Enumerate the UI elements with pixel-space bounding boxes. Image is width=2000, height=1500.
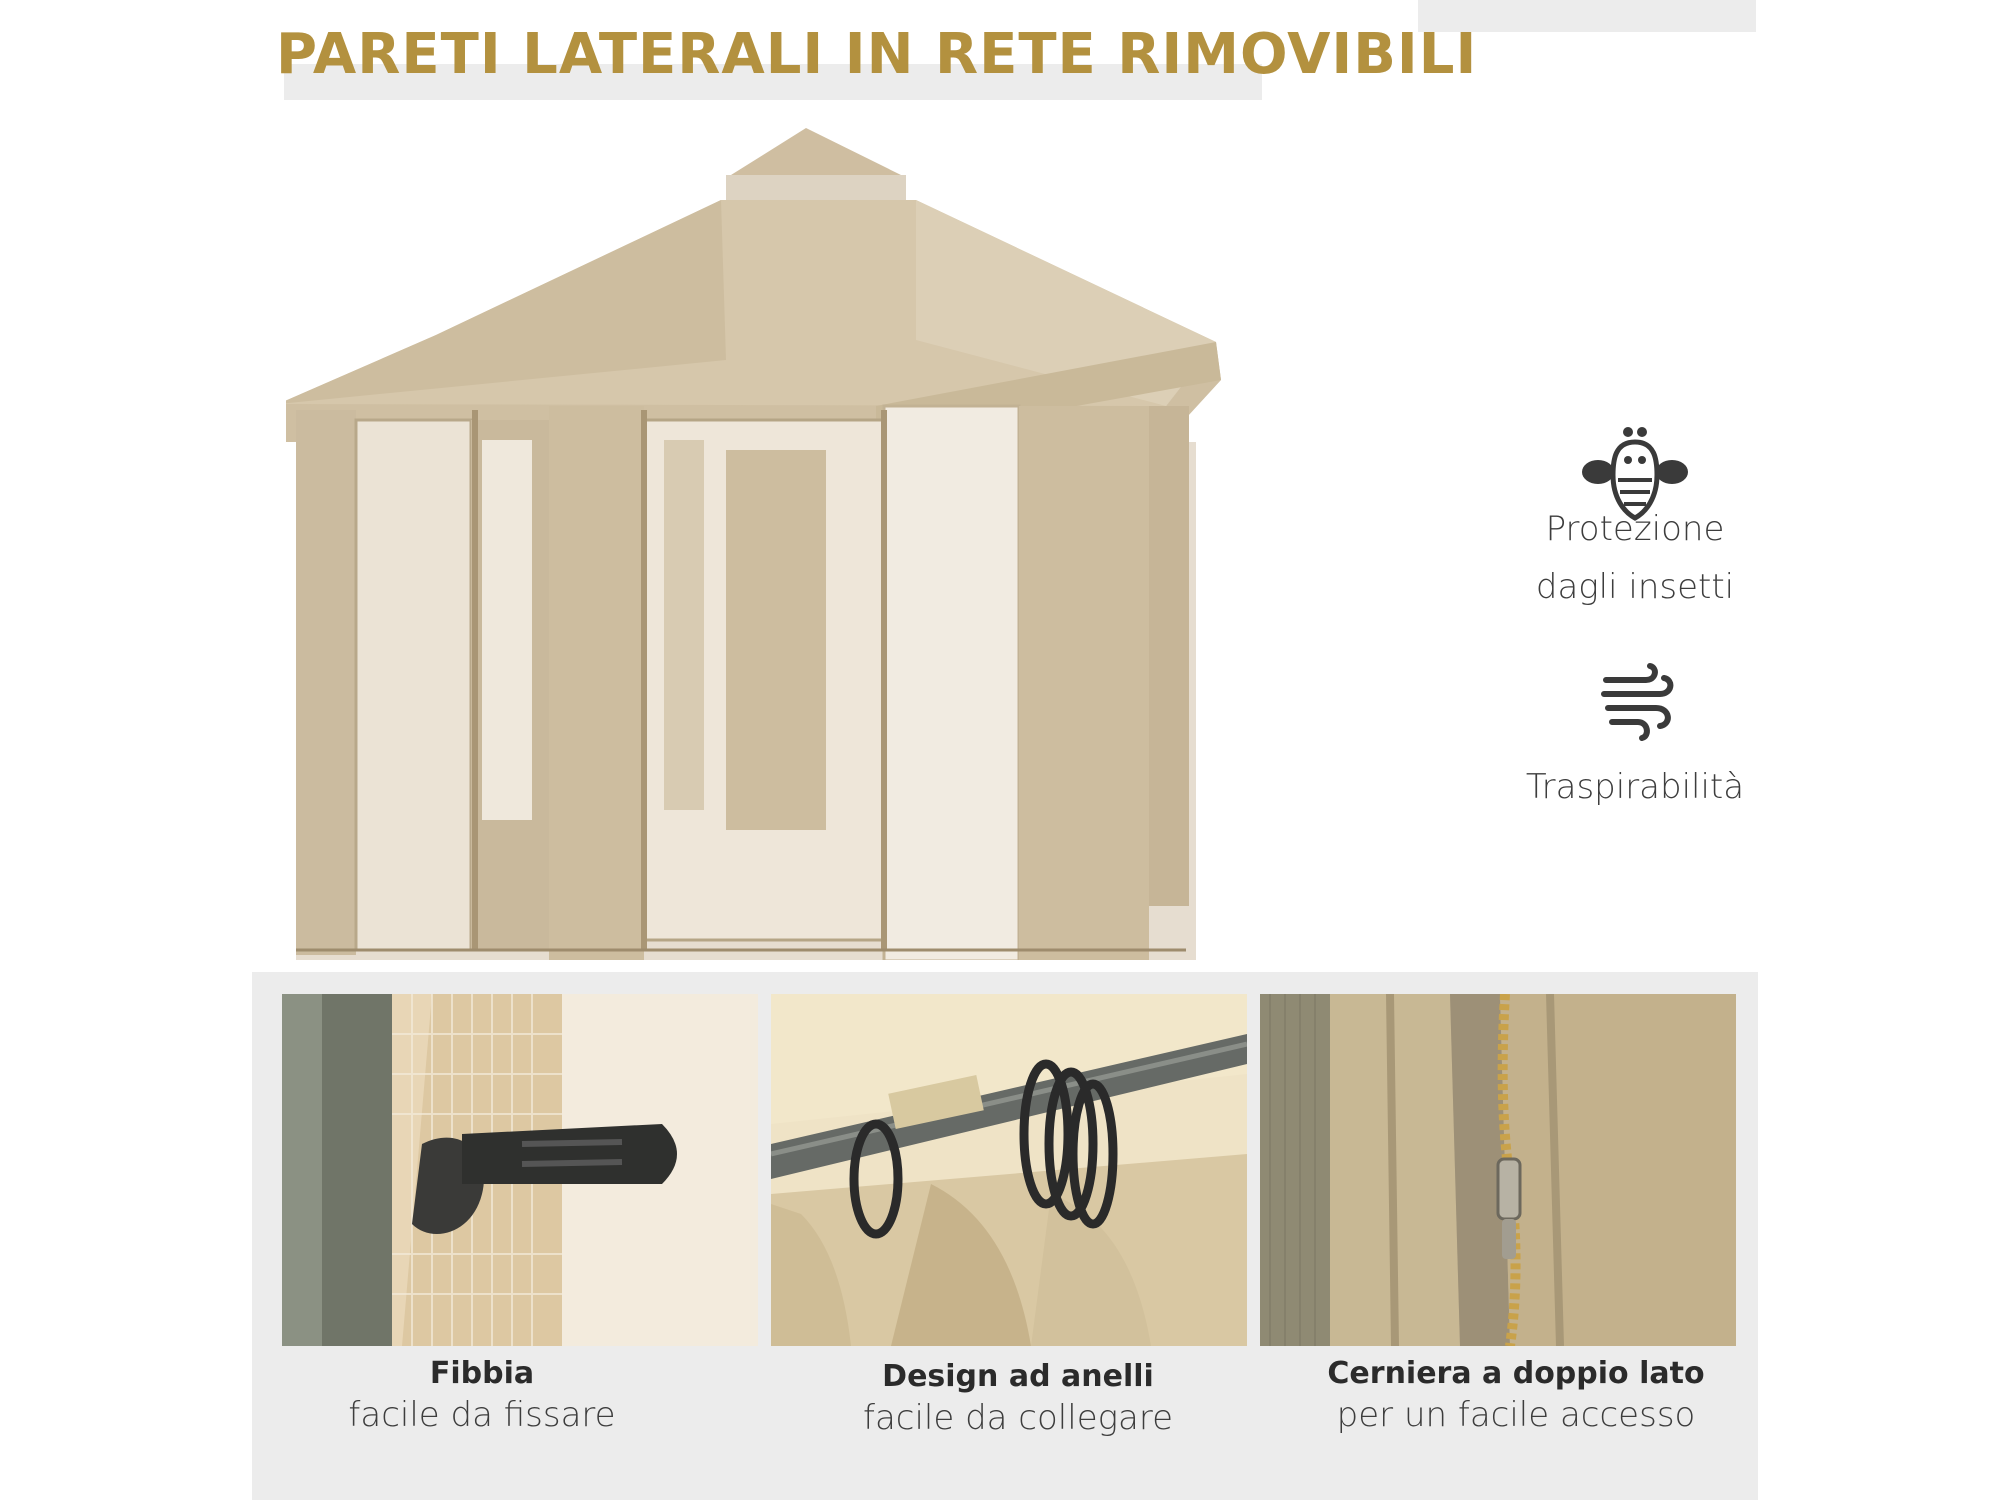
buckle-photo <box>282 994 758 1346</box>
rings-photo <box>771 994 1247 1346</box>
wall-panel-left <box>296 410 356 955</box>
detail-title-buckle: Fibbia <box>429 1356 535 1391</box>
wall-panel-front-right <box>1019 406 1149 960</box>
detail-title-rings: Design ad anelli <box>882 1359 1154 1394</box>
page-title: PARETI LATERALI IN RETE RIMOVIBILI <box>276 22 1478 87</box>
detail-subtitle-zipper: per un facile accesso <box>1336 1395 1696 1435</box>
mesh-window-left <box>482 440 532 820</box>
detail-caption-rings <box>780 1357 1256 1439</box>
wall-panel-corner <box>1149 406 1189 906</box>
feature-breathability: Traspirabilità <box>1525 767 1745 807</box>
detail-caption-zipper <box>1278 1354 1754 1436</box>
mesh-panel-left <box>356 420 471 950</box>
gazebo-top-vent <box>731 128 901 175</box>
wind-icon <box>1598 662 1678 742</box>
interior-curtain <box>726 450 826 830</box>
gazebo-illustration <box>286 120 1506 960</box>
detail-caption-buckle <box>244 1354 720 1436</box>
post-2 <box>641 410 647 950</box>
detail-subtitle-buckle: facile da fissare <box>348 1395 616 1435</box>
wall-panel-front-left <box>549 406 644 960</box>
feature-insect-protection <box>1510 500 1760 616</box>
detail-subtitle-rings: facile da collegare <box>862 1398 1174 1438</box>
feature-insect-label-line2: dagli insetti <box>1535 567 1735 607</box>
interior-post <box>664 440 704 810</box>
feature-insect-label-line1: Protezione <box>1545 509 1725 549</box>
post-1 <box>472 410 478 950</box>
detail-title-zipper: Cerniera a doppio lato <box>1327 1356 1705 1391</box>
post-3 <box>881 410 887 950</box>
mesh-panel-right <box>884 406 1019 960</box>
zipper-photo <box>1260 994 1736 1346</box>
gazebo-vent-mesh <box>726 175 906 203</box>
